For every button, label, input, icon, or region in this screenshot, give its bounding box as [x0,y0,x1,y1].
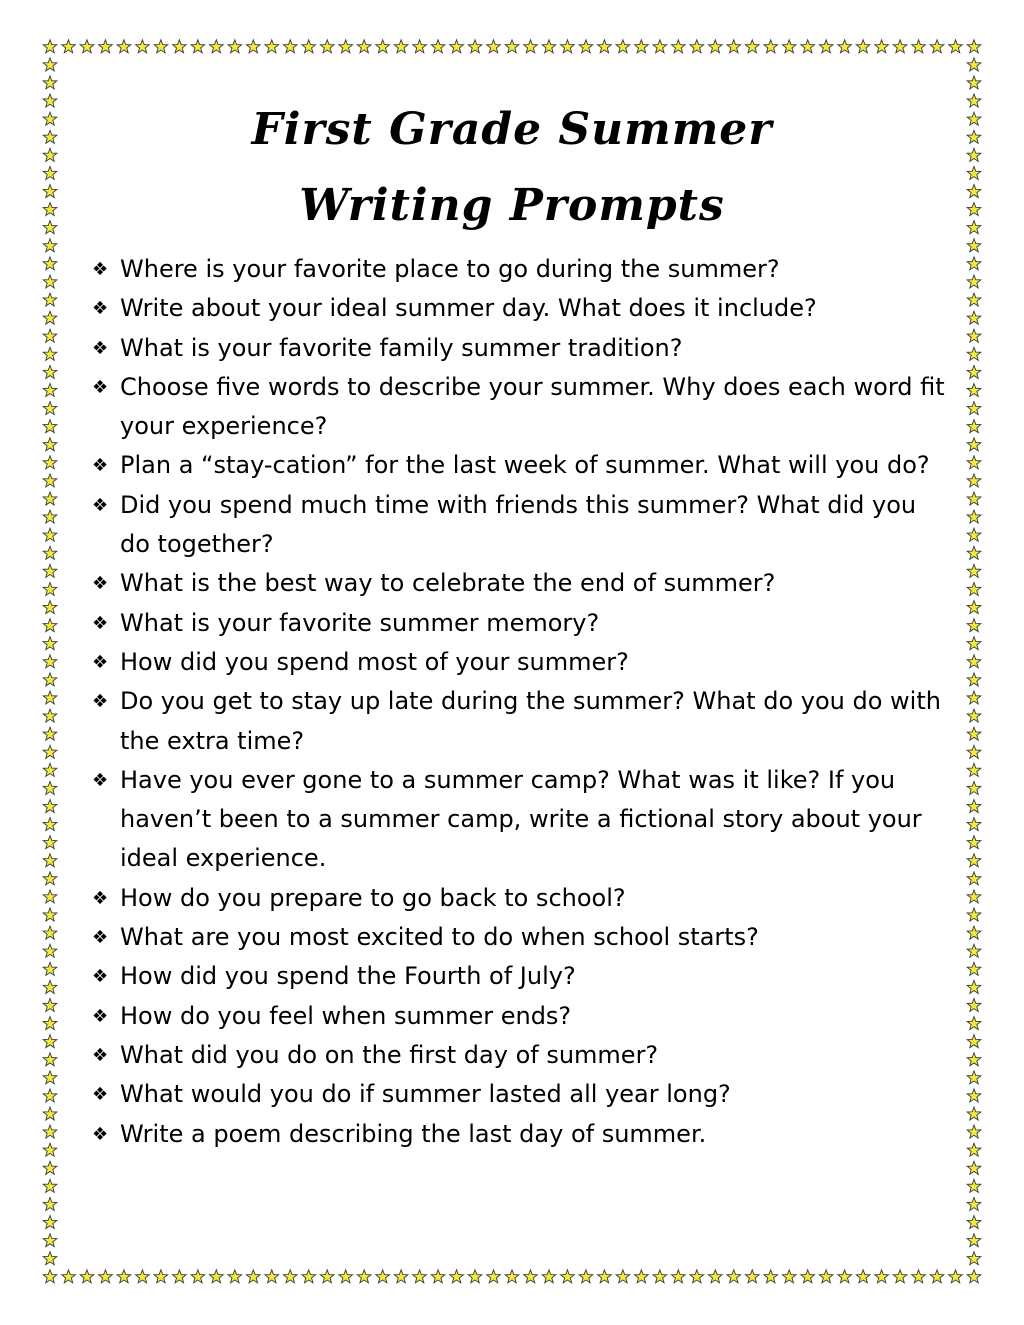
star-icon [838,40,852,53]
star-icon [967,800,981,813]
prompt-item [92,368,952,447]
star-icon [616,40,630,53]
star-icon [413,1270,427,1283]
star-icon [967,257,981,270]
prompt-text: What is your favorite family summer tradition? [120,333,683,362]
star-icon [967,908,981,921]
star-icon [967,365,981,378]
star-icon [875,40,889,53]
star-icon [967,347,981,360]
star-icon [43,438,57,451]
star-icon [43,474,57,487]
star-icon [671,40,685,53]
diamond-bullet-icon: ❖ [92,298,109,320]
star-icon [930,1270,944,1283]
star-icon [653,40,667,53]
star-icon [43,818,57,831]
star-icon [967,402,981,415]
prompt-text: Did you spend much time with friends this summer? What did you do together? [120,490,917,559]
star-icon [764,40,778,53]
star-icon [912,40,926,53]
star-icon [43,546,57,559]
star-icon [671,1270,685,1283]
star-icon [967,836,981,849]
star-icon [949,1270,963,1283]
star-icon [967,546,981,559]
star-icon [43,456,57,469]
prompt-item [92,997,952,1036]
star-icon [62,40,76,53]
star-icon [967,456,981,469]
star-icon [967,962,981,975]
star-icon [154,40,168,53]
diamond-bullet-icon: ❖ [92,612,109,634]
star-icon [893,40,907,53]
star-icon [43,1216,57,1229]
star-icon [376,1270,390,1283]
star-icon [949,40,963,53]
star-icon [967,1071,981,1084]
star-icon [43,673,57,686]
star-icon [635,40,649,53]
star-icon [708,1270,722,1283]
star-icon [967,854,981,867]
star-icon [967,944,981,957]
diamond-bullet-icon: ❖ [92,376,109,398]
star-icon [653,1270,667,1283]
star-icon [43,510,57,523]
star-icon [561,1270,575,1283]
diamond-bullet-icon: ❖ [92,1005,109,1027]
prompt-text: Have you ever gone to a summer camp? What was it like? If you haven’t been to a summer camp, write a fictional story about your ideal experience. [120,765,922,873]
star-icon [967,166,981,179]
star-icon [468,40,482,53]
star-icon [727,1270,741,1283]
star-icon [967,510,981,523]
star-icon [228,40,242,53]
star-icon [80,40,94,53]
star-icon [967,998,981,1011]
star-icon [967,872,981,885]
star-icon [320,40,334,53]
star-icon [265,1270,279,1283]
prompt-text: How did you spend the Fourth of July? [120,962,576,991]
star-icon [43,1107,57,1120]
star-icon [43,1234,57,1247]
star-icon [191,1270,205,1283]
star-icon [43,257,57,270]
star-icon [43,655,57,668]
prompt-item [92,329,952,368]
star-icon [801,1270,815,1283]
star-icon [542,1270,556,1283]
star-icon [173,1270,187,1283]
star-icon [967,582,981,595]
star-icon [967,745,981,758]
diamond-bullet-icon: ❖ [92,573,109,595]
star-icon [819,40,833,53]
star-icon [43,781,57,794]
star-icon [43,872,57,885]
star-icon [43,420,57,433]
star-icon [43,1179,57,1192]
star-icon [967,1035,981,1048]
star-icon [43,1252,57,1265]
page-title-line-1: First Grade Summer [251,104,773,155]
star-icon [43,58,57,71]
star-icon [43,402,57,415]
star-icon [782,40,796,53]
diamond-bullet-icon: ❖ [92,769,109,791]
prompt-item [92,604,952,643]
star-icon [376,40,390,53]
star-icon [191,40,205,53]
star-icon [450,1270,464,1283]
star-icon [967,1197,981,1210]
star-icon [893,1270,907,1283]
star-icon [967,438,981,451]
star-icon [339,1270,353,1283]
star-icon [80,1270,94,1283]
star-icon [967,655,981,668]
star-icon [967,1089,981,1102]
star-icon [967,311,981,324]
star-icon [967,275,981,288]
star-icon [967,926,981,939]
star-icon [967,564,981,577]
star-icon [635,1270,649,1283]
star-icon [43,619,57,632]
star-icon [505,1270,519,1283]
diamond-bullet-icon: ❖ [92,1123,109,1145]
star-icon [690,40,704,53]
prompt-text: Write a poem describing the last day of summer. [120,1119,707,1148]
star-icon [912,1270,926,1283]
star-icon [43,800,57,813]
star-icon [117,40,131,53]
star-icon [43,1143,57,1156]
star-icon [967,492,981,505]
star-icon [524,1270,538,1283]
star-icon [43,691,57,704]
star-icon [117,1270,131,1283]
star-icon [745,40,759,53]
star-icon [43,1071,57,1084]
star-icon [246,40,260,53]
star-icon [43,1125,57,1138]
star-icon [43,1035,57,1048]
star-icon [967,40,981,53]
star-icon [468,1270,482,1283]
star-icon [616,1270,630,1283]
prompt-item [92,957,952,996]
star-icon [967,1270,981,1283]
star-icon [819,1270,833,1283]
prompt-item [92,761,952,879]
diamond-bullet-icon: ❖ [92,887,109,909]
prompt-text: Do you get to stay up late during the summer? What do you do with the extra time? [120,687,941,755]
star-icon [450,40,464,53]
star-icon [967,1252,981,1265]
star-icon [43,239,57,252]
star-icon [43,944,57,957]
star-icon [561,40,575,53]
star-icon [487,40,501,53]
star-icon [967,1053,981,1066]
star-icon [598,1270,612,1283]
prompt-text: Write about your ideal summer day. What does it include? [120,294,817,323]
star-icon [43,293,57,306]
star-icon [856,40,870,53]
star-icon [357,40,371,53]
diamond-bullet-icon: ❖ [92,455,109,477]
prompt-text: What did you do on the first day of summer? [120,1040,659,1069]
prompt-item [92,564,952,603]
star-icon [43,329,57,342]
star-icon [967,637,981,650]
star-icon [967,980,981,993]
star-icon [43,528,57,541]
star-icon [136,1270,150,1283]
star-icon [43,601,57,614]
star-icon [43,365,57,378]
prompt-text: What are you most excited to do when school starts? [120,923,759,952]
star-icon [43,1017,57,1030]
diamond-bullet-icon: ❖ [92,691,109,713]
star-icon [43,40,57,53]
prompt-item [92,1075,952,1114]
star-icon [487,1270,501,1283]
star-icon [598,40,612,53]
star-icon [394,1270,408,1283]
star-icon [967,1143,981,1156]
star-icon [154,1270,168,1283]
star-icon [967,1216,981,1229]
star-icon [764,1270,778,1283]
star-icon [209,40,223,53]
star-icon [43,763,57,776]
star-icon [302,1270,316,1283]
star-icon [967,1161,981,1174]
star-icon [43,727,57,740]
star-icon [43,582,57,595]
star-icon [967,601,981,614]
star-icon [43,836,57,849]
star-icon [43,311,57,324]
prompt-text: What would you do if summer lasted all year long? [120,1080,731,1109]
star-icon [43,166,57,179]
star-icon [136,40,150,53]
star-icon [967,727,981,740]
star-icon [745,1270,759,1283]
star-icon [967,781,981,794]
star-icon [579,40,593,53]
diamond-bullet-icon: ❖ [92,1044,109,1066]
star-icon [43,1197,57,1210]
star-icon [967,1125,981,1138]
page-title-line-2: Writing Prompts [299,180,725,231]
star-icon [579,1270,593,1283]
prompt-text: Where is your favorite place to go during the summer? [120,255,780,283]
star-icon [856,1270,870,1283]
star-icon [43,275,57,288]
star-icon [727,40,741,53]
star-icon [967,691,981,704]
prompt-text: How do you prepare to go back to school? [120,883,626,912]
prompt-item [92,879,952,918]
star-icon [394,40,408,53]
star-icon [967,1179,981,1192]
prompt-item [92,289,952,328]
star-icon [801,40,815,53]
star-icon [283,40,297,53]
diamond-bullet-icon: ❖ [92,966,109,988]
star-icon [43,745,57,758]
star-icon [838,1270,852,1283]
star-icon [524,40,538,53]
star-icon [339,40,353,53]
star-icon [43,1270,57,1283]
star-icon [43,962,57,975]
star-icon [875,1270,889,1283]
prompt-text: What is your favorite summer memory? [120,608,600,637]
prompt-text: How did you spend most of your summer? [120,647,629,676]
star-icon [690,1270,704,1283]
star-icon [283,1270,297,1283]
star-icon [967,818,981,831]
star-icon [43,926,57,939]
star-icon [967,383,981,396]
star-icon [43,383,57,396]
prompt-item [92,250,952,289]
star-icon [43,998,57,1011]
star-icon [265,40,279,53]
star-icon [413,40,427,53]
star-icon [43,1053,57,1066]
star-icon [967,890,981,903]
star-icon [542,40,556,53]
diamond-bullet-icon: ❖ [92,337,109,359]
star-icon [43,709,57,722]
prompt-item [92,446,952,485]
diamond-bullet-icon: ❖ [92,927,109,949]
star-icon [43,564,57,577]
star-icon [43,637,57,650]
star-icon [967,1107,981,1120]
star-icon [320,1270,334,1283]
star-icon [173,40,187,53]
star-icon [930,40,944,53]
star-icon [967,1234,981,1247]
star-icon [99,1270,113,1283]
star-icon [967,763,981,776]
prompt-item [92,486,952,565]
star-icon [228,1270,242,1283]
star-icon [967,619,981,632]
prompt-item [92,643,952,682]
diamond-bullet-icon: ❖ [92,651,109,673]
star-icon [62,1270,76,1283]
star-icon [967,709,981,722]
star-icon [43,76,57,89]
prompt-text: What is the best way to celebrate the end of summer? [120,569,776,598]
star-icon [967,673,981,686]
star-icon [708,40,722,53]
star-icon [357,1270,371,1283]
star-icon [99,40,113,53]
prompt-text: How do you feel when summer ends? [120,1001,572,1030]
star-icon [431,1270,445,1283]
prompt-item [92,918,952,957]
star-icon [43,492,57,505]
star-icon [967,1017,981,1030]
star-icon [505,40,519,53]
prompt-item [92,1036,952,1075]
prompt-text: Plan a “stay-cation” for the last week of summer. What will you do? [120,451,930,480]
star-icon [782,1270,796,1283]
diamond-bullet-icon: ❖ [92,1084,109,1106]
prompt-list [92,250,952,1154]
star-icon [43,347,57,360]
star-icon [967,239,981,252]
star-icon [967,76,981,89]
star-icon [967,420,981,433]
star-icon [246,1270,260,1283]
diamond-bullet-icon: ❖ [92,259,109,280]
star-icon [43,1089,57,1102]
star-icon [43,890,57,903]
star-icon [967,329,981,342]
star-icon [209,1270,223,1283]
star-icon [967,528,981,541]
star-icon [43,980,57,993]
star-icon [431,40,445,53]
prompt-text: Choose five words to describe your summer. Why does each word fit your experience? [120,372,945,441]
prompt-item [92,682,952,761]
star-icon [43,908,57,921]
star-icon [967,58,981,71]
star-icon [967,474,981,487]
diamond-bullet-icon: ❖ [92,494,109,516]
prompt-item [92,1115,952,1154]
star-icon [43,854,57,867]
star-icon [302,40,316,53]
star-icon [43,1161,57,1174]
star-icon [967,293,981,306]
